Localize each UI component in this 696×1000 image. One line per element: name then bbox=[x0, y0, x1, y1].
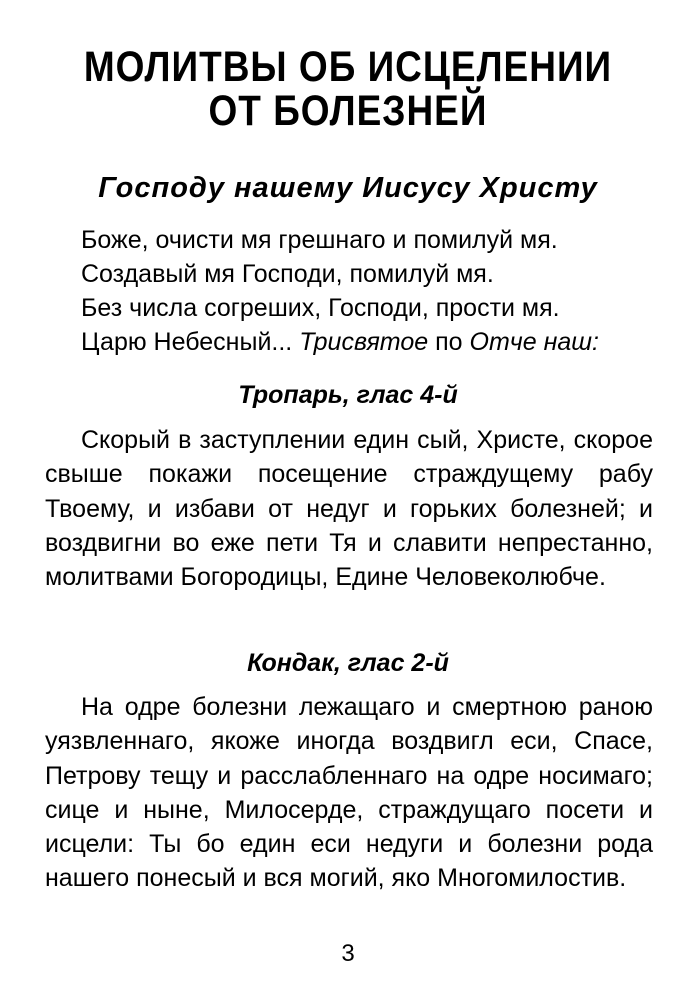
page-number: 3 bbox=[341, 940, 355, 967]
last-line-part3: по bbox=[428, 328, 470, 356]
page-title-line-2: ОТ БОЛЕЗНЕЙ bbox=[208, 86, 488, 134]
prayer-line: Боже, очисти мя грешнаго и помилуй мя. bbox=[81, 226, 558, 254]
kontakion-heading: Кондак, глас 2-й bbox=[247, 649, 449, 677]
prayer-line-last bbox=[81, 325, 671, 359]
last-line-part2: Трисвятое bbox=[299, 328, 429, 356]
last-line-part1: Царю Небесный... bbox=[81, 328, 300, 356]
page-title-line-1: МОЛИТВЫ ОБ ИСЦЕЛЕНИИ bbox=[83, 42, 613, 90]
prayer-line: Без числа согреших, Господи, прости мя. bbox=[81, 294, 560, 322]
last-line-part4: Отче наш: bbox=[469, 328, 599, 356]
prayer-lines bbox=[81, 223, 671, 359]
troparion-heading: Тропарь, глас 4-й bbox=[238, 381, 458, 409]
prayer-line: Создавый мя Господи, помилуй мя. bbox=[81, 260, 494, 288]
troparion-text: Скорый в заступлении един сый, Христе, скорое свыше покажи посещение страждущему рабу Твоему, и избави от недуг и горьких болезней; и воздвигни во еже пети Тя и славити непрестанно, молитвами Богородицы, Едине Человеколюбче. bbox=[45, 426, 653, 592]
kontakion-text: На одре болезни лежащаго и смертною раною уязвленнаго, якоже иногда воздвигл еси, Спасе, Петрову тещу и расслабленнаго на одре носимаго; сице и ныне, Милосерде, страждущаго посети и исцели: Ты бо един еси недуги и болезни рода нашего понесый и вся могий, яко Многомилостив. bbox=[45, 693, 653, 893]
prayer-subtitle: Господу нашему Иисусу Христу bbox=[98, 172, 598, 204]
